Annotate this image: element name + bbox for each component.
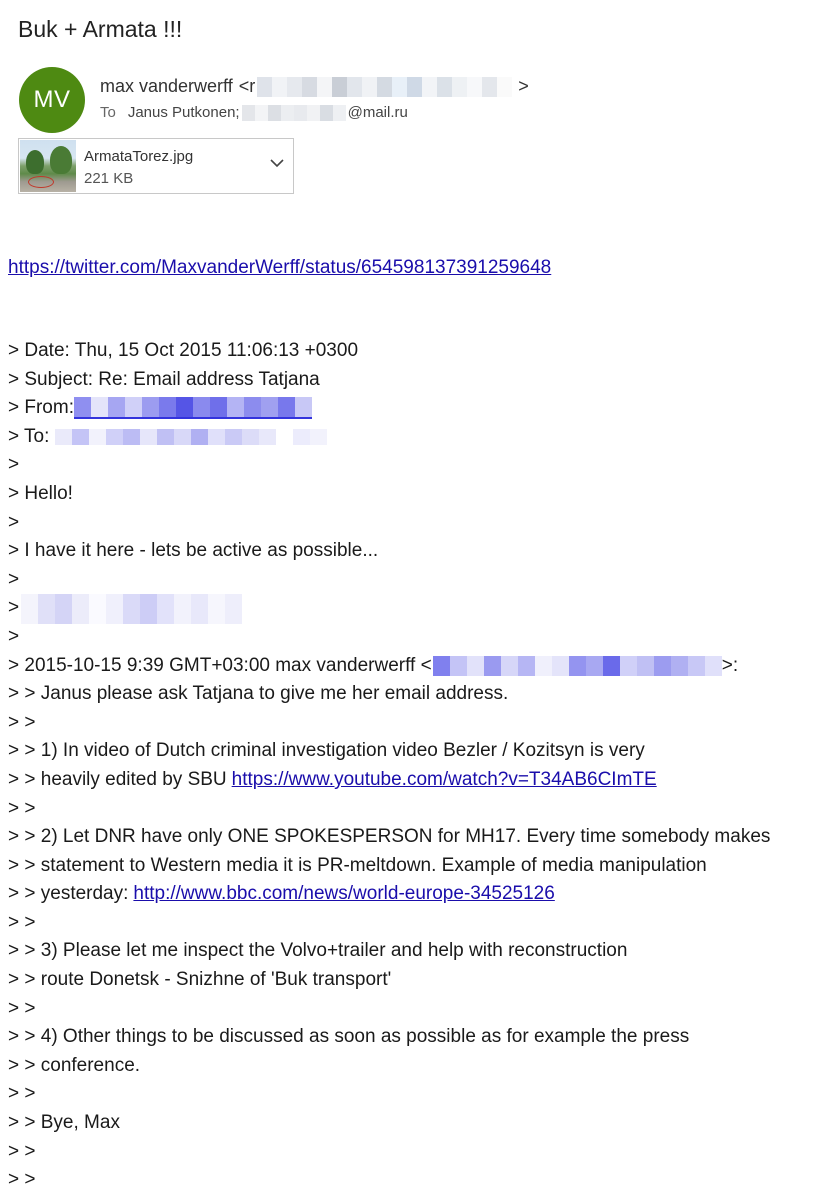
redacted-reply-address <box>433 656 722 676</box>
quote-subject: > Subject: Re: Email address Tatjana <box>8 368 320 390</box>
youtube-link[interactable]: https://www.youtube.com/watch?v=T34AB6CImTE <box>231 768 657 790</box>
quote-have-it: > I have it here - lets be active as possible... <box>8 540 379 562</box>
quote-empty-line <box>8 509 808 538</box>
quote-line <box>8 680 808 709</box>
avatar[interactable] <box>19 67 85 133</box>
quote-text: > > route Donetsk - Snizhne of 'Buk transport' <box>8 969 392 991</box>
quote-text: > > 4) Other things to be discussed as soon as possible as for example the press <box>8 1026 690 1048</box>
avatar-initials: MV <box>33 86 71 113</box>
quote-line <box>8 966 808 995</box>
attachment-thumbnail <box>20 140 76 192</box>
quote-empty-line <box>8 451 808 480</box>
quote-date-line <box>8 337 808 366</box>
quote-line <box>8 1080 808 1109</box>
quote-line <box>8 880 808 909</box>
quote-marker: > <box>8 625 20 647</box>
thumbnail-circle-mark <box>28 176 54 188</box>
redacted-signature <box>21 594 242 624</box>
sender-address-open: <r <box>238 76 256 96</box>
quote-marker: > > <box>8 1140 36 1162</box>
quote-signature-line <box>8 594 808 623</box>
quote-text: > > conference. <box>8 1054 141 1076</box>
quote-marker: > > <box>8 997 36 1019</box>
quote-marker: > > <box>8 911 36 933</box>
quote-reply-header: > 2015-10-15 9:39 GMT+03:00 max vanderwerff < <box>8 654 432 676</box>
quote-text: > > yesterday: <box>8 883 129 905</box>
quote-line <box>8 823 808 852</box>
quote-empty-line <box>8 566 808 595</box>
chevron-down-icon[interactable] <box>267 153 287 173</box>
quote-hello: > Hello! <box>8 482 73 504</box>
quote-line <box>8 995 808 1024</box>
attachment-filesize: 221 KB <box>84 170 134 187</box>
quote-marker: > > <box>8 797 36 819</box>
quote-subject-line <box>8 366 808 395</box>
quote-line <box>8 1023 808 1052</box>
bbc-link[interactable]: http://www.bbc.com/news/world-europe-34525126 <box>133 883 555 905</box>
attachment-card[interactable] <box>18 138 294 194</box>
quote-reply-header-line <box>8 652 808 681</box>
thumbnail-tree <box>50 146 72 174</box>
quote-to-label: > To: <box>8 425 50 447</box>
quote-line <box>8 1109 808 1138</box>
recipient-mailru-suffix[interactable]: @mail.ru <box>347 104 408 121</box>
quote-text: > > Janus please ask Tatjana to give me her email address. <box>8 683 509 705</box>
quote-from-line <box>8 394 808 423</box>
quoted-body <box>8 337 808 1195</box>
quote-line <box>8 1138 808 1167</box>
quote-line <box>8 709 808 738</box>
quote-text: > > Bye, Max <box>8 1112 120 1134</box>
quote-marker: > <box>8 597 20 619</box>
quote-marker: > > <box>8 711 36 733</box>
sender-line <box>100 76 529 97</box>
redacted-to-address <box>55 429 327 445</box>
recipients-line <box>100 104 408 121</box>
recipient-janus[interactable]: Janus Putkonen; <box>127 104 240 121</box>
quote-marker: > > <box>8 1083 36 1105</box>
quote-marker: > > <box>8 1169 36 1191</box>
quote-marker: > <box>8 568 20 590</box>
quote-line <box>8 1166 808 1195</box>
quote-line <box>8 852 808 881</box>
tweet-link[interactable]: https://twitter.com/MaxvanderWerff/status/654598137391259648 <box>8 257 552 278</box>
quote-line <box>8 937 808 966</box>
quote-line <box>8 766 808 795</box>
quote-to-line <box>8 423 808 452</box>
quote-date: > Date: Thu, 15 Oct 2015 11:06:13 +0300 <box>8 340 359 361</box>
quote-line <box>8 795 808 824</box>
quote-line <box>8 909 808 938</box>
email-subject: Buk + Armata !!! <box>18 16 183 42</box>
quote-text: > > 3) Please let me inspect the Volvo+trailer and help with reconstruction <box>8 940 628 962</box>
quote-text: > > heavily edited by SBU <box>8 768 227 790</box>
sender-address-close: > <box>518 76 529 96</box>
quote-have-it-line <box>8 537 808 566</box>
quote-text: > > 2) Let DNR have only ONE SPOKESPERSON for MH17. Every time somebody makes <box>8 826 771 848</box>
thumbnail-tree <box>26 150 44 174</box>
quote-text: > > 1) In video of Dutch criminal investigation video Bezler / Kozitsyn is very <box>8 740 645 762</box>
quote-from-label: > From: <box>8 397 74 419</box>
redacted-recipient <box>242 105 346 121</box>
quote-marker: > <box>8 511 20 533</box>
redacted-sender-address <box>257 77 512 97</box>
to-label: To <box>100 104 116 121</box>
attachment-filename: ArmataTorez.jpg <box>84 148 194 165</box>
quote-empty-line <box>8 623 808 652</box>
quote-reply-header-end: >: <box>721 654 739 676</box>
quote-line <box>8 1052 808 1081</box>
quote-text: > > statement to Western media it is PR-meltdown. Example of media manipulation <box>8 854 707 876</box>
redacted-from-address <box>74 397 312 419</box>
quote-marker: > <box>8 454 20 476</box>
quote-hello-line <box>8 480 808 509</box>
sender-name[interactable]: max vanderwerff <box>100 76 233 96</box>
quote-line <box>8 737 808 766</box>
